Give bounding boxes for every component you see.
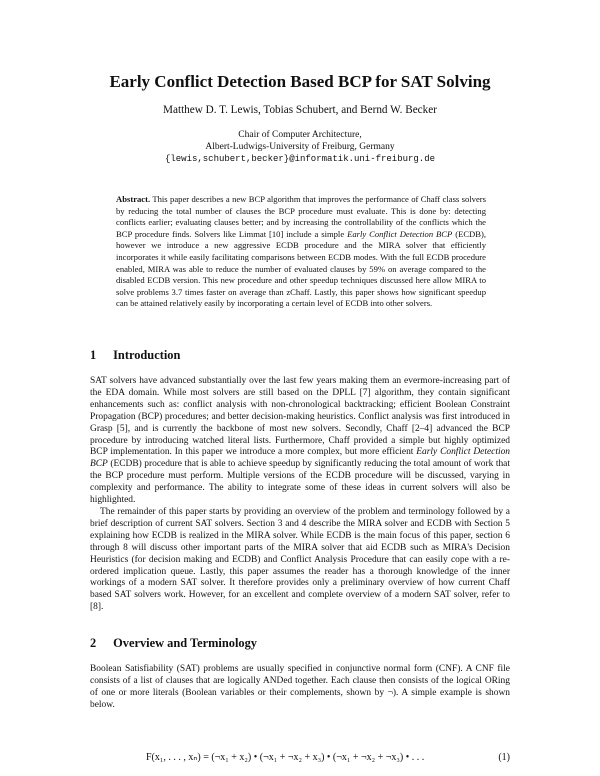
section-1-number: 1 [90,348,97,362]
affiliation-line-2: Albert-Ludwigs-University of Freiburg, Germany [205,141,395,152]
section-1-paragraph-2: The remainder of this paper starts by providing an overview of the problem and terminology followed by a brief description of current SAT solvers. Section 3 and 4 describe the MIRA solver and ECDB with Section 5 explaining how ECDB is realized in the MIRA solver. While ECDB is the main focus of this paper, section 6 through 8 will discuss other important parts of the MIRA solver that aid ECDB such as MIRA's Decision Heuristics (for decision making and ECDB) and Conflict Analysis Procedure that can easily cope with a re-ordered implication queue. Lastly, this paper assumes the reader has a thorough knowledge of the inner workings of a modern SAT solver. It therefore provides only a preliminary overview of how current Chaff based SAT solvers work. However, for an excellent and complete overview of a modern SAT solver, refer to [8]. [90,506,510,613]
abstract-text-2: (ECDB), however we introduce a new aggressive ECDB procedure and the MIRA solver that efficiently incorporates it while easily facilitating comparisons between ECDB modes. With the full ECDB procedure enabled, MIRA was able to reduce the number of evaluated clauses by 59% on average compared to the disabled ECDB version. This new procedure and other speedup techniques discussed here allow MIRA to solve problems 3.7 times faster on average than zChaff. Lastly, this paper shows how significant speedup can be attained relatively easily by incorporating a certain level of ECDB into other solvers. [116,228,487,309]
abstract-label: Abstract. [116,194,151,204]
section-1-title: Introduction [113,348,181,362]
equation-formula: F(x₁, . . . , xₙ) = (¬x₁ + x₂) • (¬x₁ + ¬x₂ + x₃) • (¬x₁ + ¬x₂ + ¬x₃) • . . . [146,752,425,763]
paper-authors: Matthew D. T. Lewis, Tobias Schubert, and Bernd W. Becker [163,104,437,116]
equation-1 [90,752,510,766]
abstract-emphasis: Early Conflict Detection BCP [347,228,453,239]
section-1-body [90,376,510,614]
section-1-heading [90,348,180,363]
affiliation-line-1: Chair of Computer Architecture, [238,130,362,140]
affiliation-block [0,130,600,165]
section-1-p1-text-1: SAT solvers have advanced substantially over the last few years making them an evermore-increasing part of the EDA domain. While most solvers are still based on the DPLL [7] algorithm, they contain significant enhancements such as: conflict analysis with non-chronological backtracking; efficient Boolean Constraint Propagation (BCP) procedures; and better decision-making heuristics. Conflict analysis was first introduced in Grasp [5], and is currently the backbone of most new solvers. Secondly, Chaff [2–4] advanced the BCP procedure by introducing watched literal lists. Furthermore, Chaff provided a simple but highly optimized BCP implementation. In this paper we introduce a more complex, but more efficient [90,376,510,458]
paper-title: Early Conflict Detection Based BCP for SAT Solving [109,72,491,91]
section-1-p1-emphasis: Early Conflict Detection BCP [90,447,511,470]
section-2-paragraph-1: Boolean Satisfiability (SAT) problems are usually specified in conjunctive normal form (CNF). A CNF file consists of a list of clauses that are logically ANDed together. Each clause then consists of the logical ORing of one or more literals (Boolean variables or their complements, shown by ¬). A simple example is shown below. [90,664,510,710]
section-2-heading [90,636,257,651]
section-1-p1-text-2: (ECDB) procedure that is able to achieve speedup by significantly reducing the total amount of work that the BCP procedure must perform. Multiple versions of the ECDB procedure will be discussed, varying in complexity and performance. The ability to integrate some of these ideas in current solvers will also be highlighted. [90,459,510,506]
section-2-body [90,664,510,712]
section-1-paragraph-1 [90,376,510,507]
section-2-number: 2 [90,636,97,650]
abstract [116,194,486,310]
equation-number: (1) [498,752,510,763]
abstract-text-1: This paper describes a new BCP algorithm that improves the performance of Chaff class solvers by reducing the total number of clauses the BCP procedure must evaluate. This is done by: detecting conflicts earlier; evaluating clauses better; and by increasing the controllability of the conflicts which the BCP procedure finds. Solvers like Limmat [10] include a simple [116,194,486,239]
author-emails: {lewis,schubert,becker}@informatik.uni-freiburg.de [164,153,436,164]
section-2-title: Overview and Terminology [113,636,257,650]
